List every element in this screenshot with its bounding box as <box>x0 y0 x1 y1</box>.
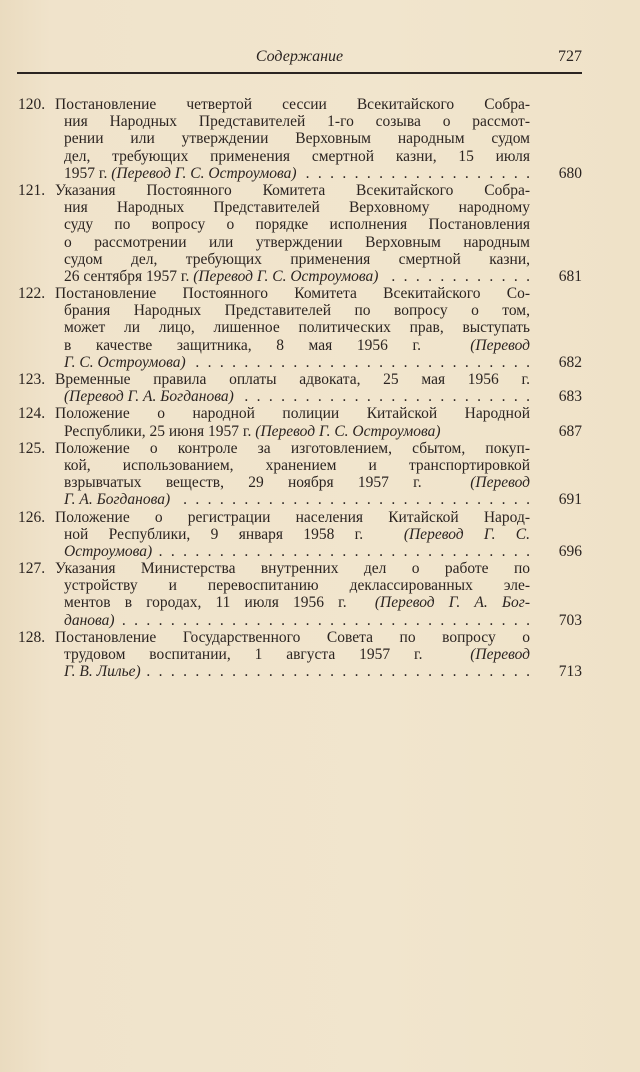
entry-page-number: 696 <box>558 542 582 560</box>
translator-credit: Остроумова) <box>64 542 153 560</box>
entry-text: дел, требующих применения смертной казни, 15 июля <box>64 147 530 165</box>
dot-leader <box>147 663 530 680</box>
entry-text: брания Народных Представителей по вопросу о том, <box>64 302 530 320</box>
toc-entry <box>0 560 640 629</box>
entry-text: Положение о контроле за изготовлением, сбытом, покуп- <box>55 439 530 457</box>
translator-credit: Г. В. Лилье) <box>64 663 141 681</box>
entry-line <box>64 302 530 319</box>
entry-line <box>55 96 530 113</box>
entry-text: суду по вопросу о порядке исполнения Постановления <box>64 216 530 234</box>
entry-number: 120. <box>18 96 46 113</box>
entry-page-number: 681 <box>558 267 582 285</box>
entry-text: ментов в городах, 11 июля 1956 г. <box>64 594 361 612</box>
translator-credit: (Перевод Г. С. Остроумова) <box>111 164 297 182</box>
entry-text: Положение о регистрации населения Китайской Народ- <box>55 508 530 526</box>
toc-entry <box>0 371 640 405</box>
entry-text: Указания Постоянного Комитета Всекитайского Собра- <box>55 181 530 199</box>
entry-page-number: 691 <box>558 491 582 509</box>
toc-entry <box>0 509 640 561</box>
dot-leader <box>240 388 530 405</box>
running-header <box>17 46 582 70</box>
entry-line <box>64 663 582 681</box>
entry-line <box>64 267 582 285</box>
entry-text: Указания Министерства внутренних дел о работе по <box>55 560 530 578</box>
entry-line <box>64 148 530 165</box>
entry-page-number: 682 <box>558 353 582 371</box>
toc-entry <box>0 629 640 681</box>
entry-line <box>64 113 530 130</box>
dot-leader <box>303 165 530 182</box>
entry-line <box>55 560 530 577</box>
translator-credit: Г. А. Богданова) <box>64 491 171 509</box>
translator-credit: (Перевод Г. А. Бог- <box>374 594 530 612</box>
header-page-number: 727 <box>558 48 582 65</box>
entry-line <box>64 457 530 474</box>
translator-credit: (Перевод Г. С. <box>403 525 530 543</box>
entry-line <box>64 234 530 251</box>
entry-text: ния Народных Представителей Верховному народному <box>64 199 530 217</box>
entry-line <box>64 594 530 611</box>
entry-text: о рассмотрении или утверждении Верховным народным <box>64 233 530 251</box>
toc-entry <box>0 96 640 182</box>
translator-credit: Г. С. Остроумова) <box>64 353 186 371</box>
entry-line <box>64 388 582 406</box>
entry-line <box>55 629 530 646</box>
toc-entry <box>0 182 640 285</box>
translator-credit: данова) <box>64 611 115 629</box>
entry-line <box>64 164 582 182</box>
toc-entry <box>0 285 640 371</box>
entry-line <box>64 216 530 233</box>
entry-text: Временные правила оплаты адвоката, 25 мая 1956 г. <box>55 371 530 388</box>
entry-text: Республики, 25 июня 1957 г. <box>64 422 256 440</box>
entry-text: может ли лицо, лишенное политических прав, выступать <box>64 319 530 337</box>
entry-text: взрывчатых веществ, 29 ноября 1957 г. <box>64 474 446 492</box>
entry-text: 1957 г. <box>64 164 112 182</box>
entry-line <box>55 182 530 199</box>
toc-entry <box>0 440 640 509</box>
dot-leader <box>384 268 530 285</box>
entry-line <box>64 646 530 663</box>
entry-page-number: 713 <box>558 663 582 681</box>
entry-line <box>64 422 582 440</box>
translator-credit: (Перевод <box>470 646 530 663</box>
toc-entry <box>0 405 640 439</box>
table-of-contents <box>0 96 640 680</box>
entry-text: Постановление Государственного Совета по вопросу о <box>55 628 530 646</box>
entry-text: трудовом воспитании, 1 августа 1957 г. <box>64 646 447 663</box>
entry-line <box>64 353 582 371</box>
entry-number: 124. <box>18 405 46 423</box>
dot-leader <box>158 543 530 560</box>
entry-page-number: 683 <box>558 388 582 406</box>
entry-line <box>64 199 530 216</box>
entry-text: в качестве защитника, 8 мая 1956 г. <box>64 336 446 354</box>
entry-number: 127. <box>18 560 46 578</box>
entry-line <box>64 130 530 147</box>
entry-number: 121. <box>18 181 46 199</box>
dot-leader <box>176 491 530 508</box>
entry-text: устройству и перевоспитанию деклассированных эле- <box>64 577 530 595</box>
entry-line <box>55 509 530 526</box>
translator-credit: (Перевод Г. С. Остроумова) <box>193 267 379 285</box>
entry-line <box>64 474 530 491</box>
header-rule <box>17 72 582 74</box>
entry-line <box>55 371 530 388</box>
entry-page-number: 680 <box>558 164 582 182</box>
entry-line <box>55 405 530 422</box>
entry-text: Постановление Постоянного Комитета Всекитайского Со- <box>55 285 530 303</box>
translator-credit: (Перевод Г. С. Остроумова) <box>255 422 441 440</box>
entry-text: кой, использованием, хранением и транспортировкой <box>64 456 530 474</box>
entry-text: ной Республики, 9 января 1958 г. <box>64 525 384 543</box>
entry-number: 123. <box>18 371 46 388</box>
entry-line <box>55 440 530 457</box>
entry-number: 125. <box>18 439 46 457</box>
entry-line <box>64 542 582 560</box>
entry-line <box>64 319 530 336</box>
header-title: Содержание <box>255 48 344 65</box>
entry-text: 26 сентября 1957 г. <box>64 267 194 285</box>
translator-credit: (Перевод Г. А. Богданова) <box>64 388 234 406</box>
entry-text: ния Народных Представителей 1-го созыва о рассмот- <box>64 113 530 131</box>
entry-line <box>64 611 582 629</box>
translator-credit: (Перевод <box>470 336 530 354</box>
entry-line <box>64 251 530 268</box>
entry-text: Положение о народной полиции Китайской Народной <box>55 405 530 423</box>
entry-line <box>55 285 530 302</box>
dot-leader <box>192 354 530 371</box>
translator-credit: (Перевод <box>470 474 530 492</box>
entry-page-number: 687 <box>558 422 582 440</box>
entry-line <box>64 526 530 543</box>
entry-text: рении или утверждении Верховным народным судом <box>64 130 530 148</box>
entry-line <box>64 491 582 509</box>
dot-leader <box>121 612 530 629</box>
entry-line <box>64 577 530 594</box>
entry-number: 126. <box>18 508 46 526</box>
entry-page-number: 703 <box>558 611 582 629</box>
entry-text: судом дел, требующих применения смертной казни, <box>64 250 530 268</box>
entry-number: 128. <box>18 628 46 646</box>
entry-line <box>64 337 530 354</box>
entry-number: 122. <box>18 285 46 303</box>
entry-text: Постановление четвертой сессии Всекитайского Собра- <box>55 96 530 113</box>
